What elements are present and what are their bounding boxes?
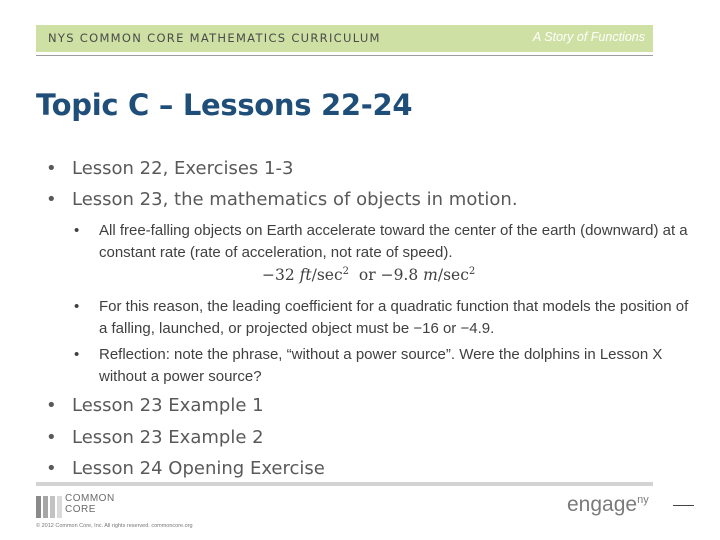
formula-value: −9.8 (380, 266, 419, 285)
bullet-dot: • (74, 298, 80, 315)
formula-value: −32 (262, 266, 295, 285)
sub-bullet-text: All free-falling objects on Earth accelerate toward the center of the earth (downward) at a constant rate (rate of acceleration, not rate of speed). (99, 222, 688, 261)
acceleration-formula (262, 266, 475, 284)
footer-rule (673, 505, 694, 506)
curriculum-label: NYS COMMON CORE MATHEMATICS CURRICULUM (48, 31, 381, 45)
header-bar (36, 25, 653, 52)
bullet-dot: • (74, 222, 80, 239)
footer-bar (36, 482, 653, 486)
common-core-logo-icon (36, 496, 62, 518)
sub-bullet-text: Reflection: note the phrase, “without a power source”. Were the dolphins in Lesson X without a power source? (99, 346, 663, 385)
bullet-dot: • (46, 395, 57, 416)
logo-wordmark (65, 493, 185, 515)
brand-name: engage (567, 493, 638, 516)
formula-exponent: 2 (342, 266, 350, 277)
bullet-text: Lesson 24 Opening Exercise (72, 458, 325, 479)
sub-bullet-text: For this reason, the leading coefficient for a quadratic function that models the position of a falling, launched, or projected object must be −16 or −4.9. (99, 298, 689, 337)
logo-line: COMMON (65, 493, 115, 504)
module-name: A Story of Functions (532, 30, 645, 44)
bullet-dot: • (46, 158, 57, 179)
copyright-notice: © 2012 Common Core, Inc. All rights reserved. commoncore.org (36, 523, 193, 529)
slide-title: Topic C – Lessons 22-24 (36, 88, 413, 122)
bullet-text: Lesson 23, the mathematics of objects in motion. (72, 189, 518, 210)
formula-or: or (358, 266, 376, 285)
formula-unit: m (423, 266, 438, 285)
bullet-dot: • (46, 189, 57, 210)
formula-exponent: 2 (468, 266, 476, 277)
bullet-dot: • (74, 346, 80, 363)
bullet-dot: • (46, 458, 57, 479)
formula-unit: /sec (437, 266, 469, 285)
bullet-dot: • (46, 427, 57, 448)
logo-line: CORE (65, 504, 96, 515)
brand-superscript: ny (637, 494, 649, 506)
bullet-text: Lesson 23 Example 2 (72, 427, 264, 448)
header-divider (36, 55, 653, 56)
bullet-text: Lesson 23 Example 1 (72, 395, 264, 416)
formula-unit: /sec (311, 266, 343, 285)
slide-content (0, 150, 720, 479)
formula-unit: ft (299, 266, 312, 285)
engageny-logo (567, 493, 649, 517)
bullet-text: Lesson 22, Exercises 1-3 (72, 158, 294, 179)
